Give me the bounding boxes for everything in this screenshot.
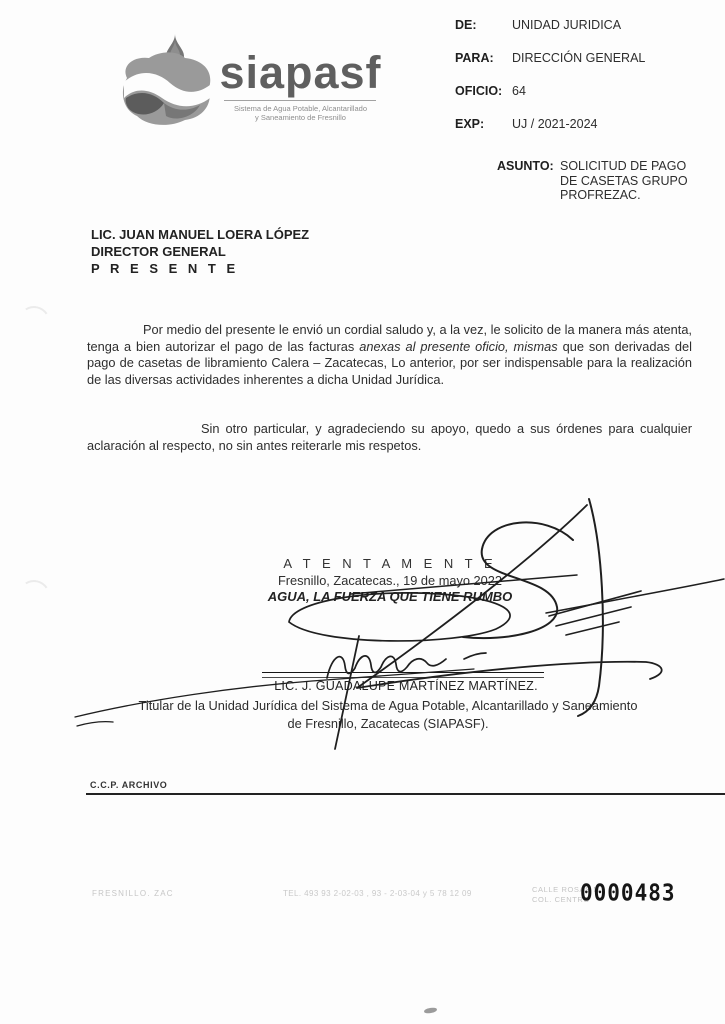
field-para (455, 51, 695, 84)
addressee-block (91, 226, 309, 277)
closing-block (225, 556, 555, 604)
body-paragraph-2: Sin otro particular, y agradeciendo su apoyo, quedo a sus órdenes para cualquier aclaración al respecto, no sin antes reiterarle mis respetos. (87, 421, 692, 453)
ccp-divider (86, 793, 725, 795)
mountain-water-icon (118, 48, 214, 128)
attentively-line: A T E N T A M E N T E (283, 556, 497, 571)
field-value: 64 (512, 84, 526, 98)
footer-phone: TEL. 493 93 2-02-03 , 93 - 2-03-04 y 5 78 12 09 (283, 889, 472, 898)
addressee-title: DIRECTOR GENERAL (91, 244, 226, 259)
logo-divider (224, 100, 376, 101)
paragraph1-text: que son derivadas del pago de casetas de libramiento Calera – Zacatecas, Lo anterior, por ser indispensable para la realización de las diversas actividades inherentes a dicha Unidad Jurídica. (87, 338, 692, 387)
paragraph1-text: Por medio del presente le envió un cordial saludo y, a la vez, le solicito de la manera más atenta, tenga a bien autorizar el pago de las facturas (87, 322, 692, 354)
footer-city: FRESNILLO. ZAC (92, 889, 174, 898)
subject-block (497, 159, 697, 203)
field-value: UNIDAD JURIDICA (512, 18, 622, 32)
signer-title (58, 697, 718, 732)
place-date-line: Fresnillo, Zacatecas., 19 de mayo 2022 (277, 573, 503, 588)
header-fields (455, 18, 695, 150)
addressee-present: P R E S E N T E (91, 261, 239, 276)
logo-wordmark: siapasf (219, 47, 382, 98)
subject-label: ASUNTO: (497, 159, 554, 173)
siapasf-logo (118, 36, 398, 128)
motto-line: AGUA, LA FUERZA QUE TIENE RUMBO (267, 589, 513, 604)
paragraph1-italic-text: anexas al presente oficio, mismas (359, 338, 558, 354)
signer-name: LIC. J. GUADALUPE MARTÍNEZ MARTÍNEZ. (274, 679, 538, 693)
scan-artifact-smudge (424, 1007, 438, 1014)
ccp-line: C.C.P. ARCHIVO (90, 780, 168, 790)
signer-title-line2: de Fresnillo, Zacatecas (SIAPASF). (287, 715, 489, 731)
scan-artifact-arc (15, 303, 53, 341)
logo-tagline (208, 104, 393, 122)
scan-artifact-arc (15, 577, 53, 615)
field-value: DIRECCIÓN GENERAL (512, 51, 646, 65)
subject-value: SOLICITUD DE PAGO DE CASETAS GRUPO PROFREZAC. (560, 159, 688, 202)
footer-address-line1: CALLE ROSAS M (532, 885, 601, 894)
field-exp (455, 117, 695, 150)
field-de (455, 18, 695, 51)
logo-tagline-line2: y Saneamiento de Fresnillo (255, 113, 346, 122)
signature-rule (262, 672, 544, 678)
field-label: EXP: (455, 117, 485, 131)
field-label: DE: (455, 18, 477, 32)
field-label: PARA: (455, 51, 494, 65)
body-paragraph-1 (87, 322, 692, 388)
folio-number-stamp: 0000483 (580, 880, 676, 906)
logo-tagline-line1: Sistema de Agua Potable, Alcantarillado (233, 104, 367, 113)
field-value: UJ / 2021-2024 (512, 117, 598, 131)
field-label: OFICIO: (455, 84, 503, 98)
field-oficio (455, 84, 695, 117)
signer-title-line1: Titular de la Unidad Jurídica del Sistema de Agua Potable, Alcantarillado y Saneamiento (138, 698, 638, 713)
footer-address-line2: COL. CENTRO (532, 894, 590, 904)
addressee-name: LIC. JUAN MANUEL LOERA LÓPEZ (91, 227, 310, 242)
